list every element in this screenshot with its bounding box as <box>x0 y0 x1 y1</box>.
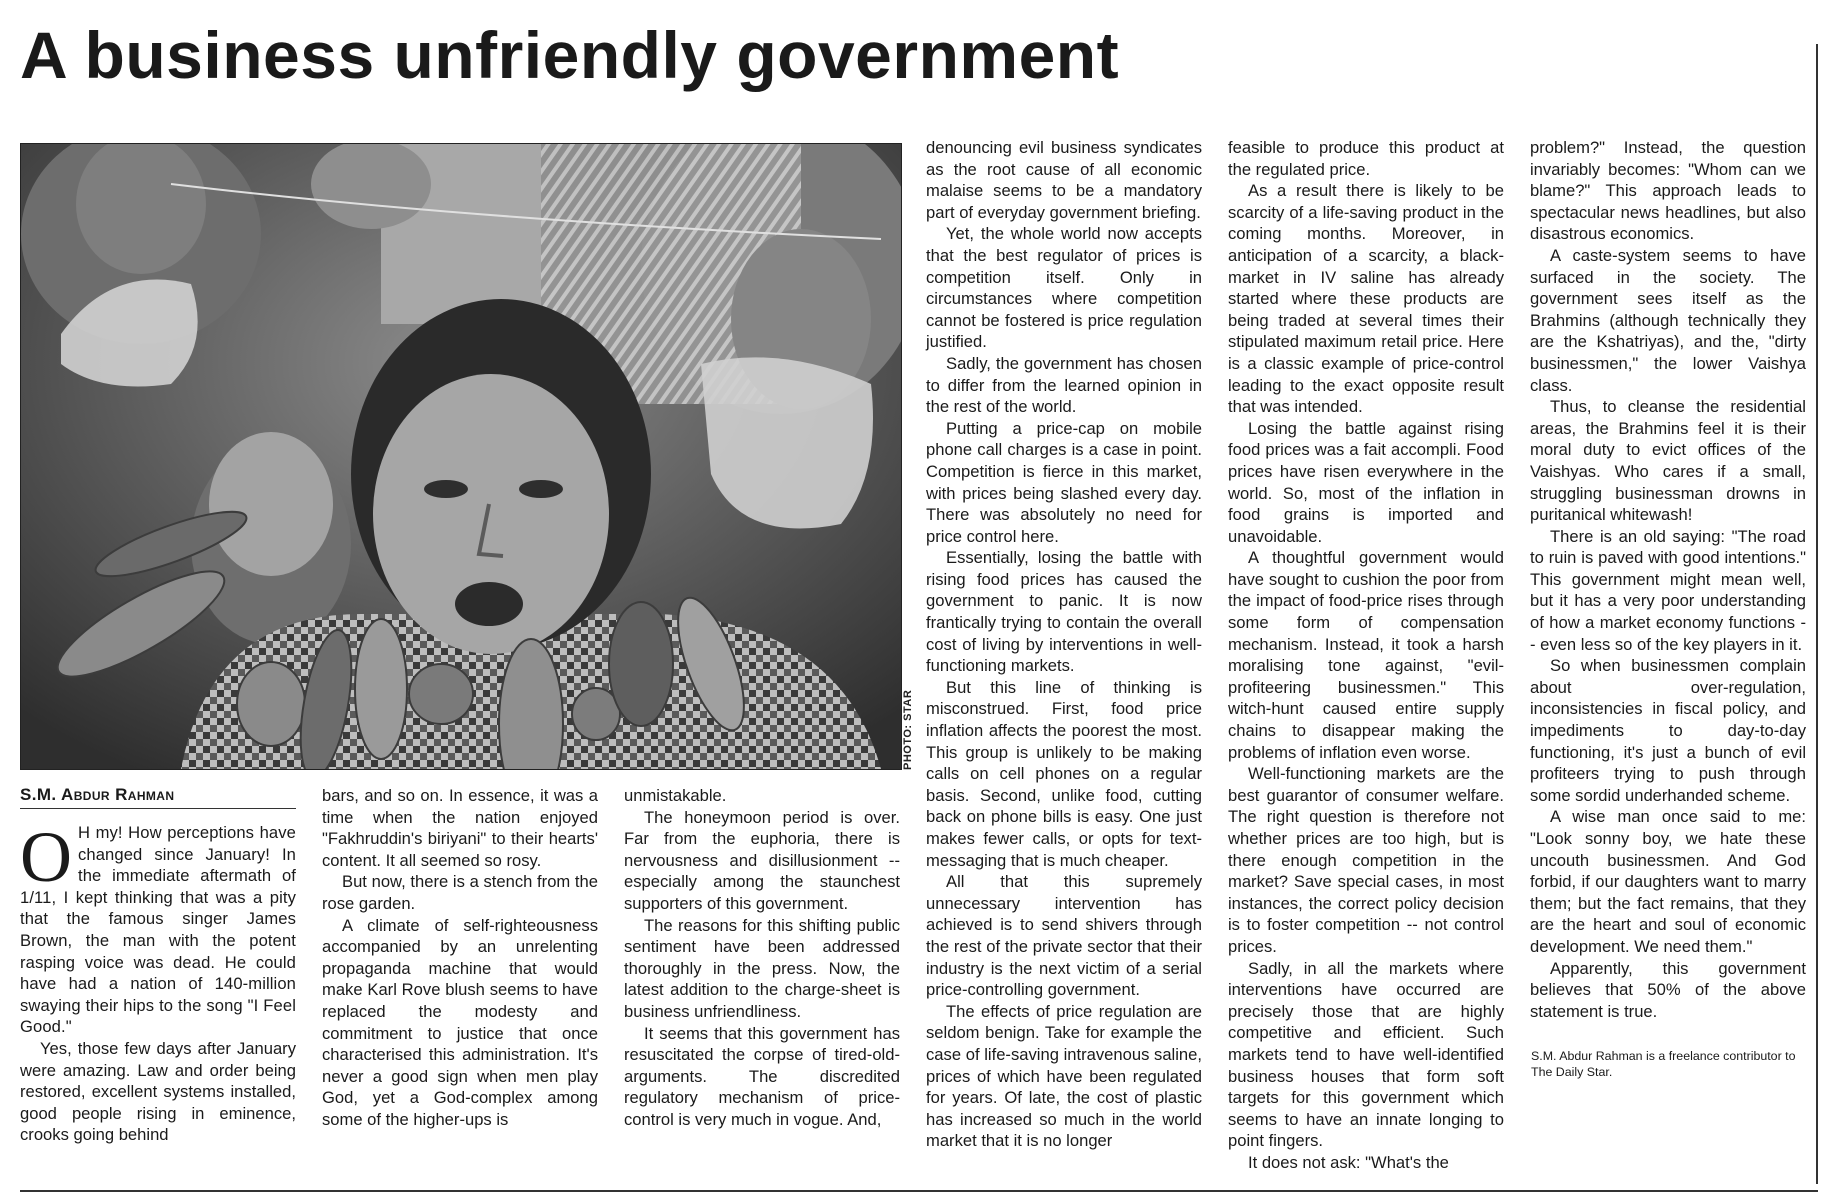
drop-cap: O <box>20 817 72 897</box>
article-paragraph: Yes, those few days after January were amazing. Law and order being restored, excellent systems installed, good people rising in eminence, crooks going behind <box>20 1038 296 1145</box>
article-paragraph: Sadly, in all the markets where interventions have occurred are precisely those that are highly competitive and efficient. Such markets tend to have well-identified business houses that form soft targets for this government which seems to have an innate longing to point fingers. <box>1228 958 1504 1151</box>
article-paragraph: The effects of price regulation are seldom benign. Take for example the case of life-saving intravenous saline, prices of which have been regulated for years. Of late, the cost of plastic has increased so much in the world market that it is no longer <box>926 1001 1202 1151</box>
article-paragraph: All that this supremely unnecessary intervention has achieved is to send shivers through the rest of the private sector that their industry is the next victim of a serial price-controlling government. <box>926 872 1202 1000</box>
article-paragraph: Losing the battle against rising food prices was a fait accompli. Food prices have risen everywhere in the world. So, most of the inflation in food grains is imported and unavoidable. <box>1228 418 1504 546</box>
page-bottom-rule <box>20 1190 1818 1192</box>
article-paragraph: Thus, to cleanse the residential areas, the Brahmins feel it is their moral duty to evict offices of the Vaishyas. Who cares if a small, struggling businessman drowns in puritanical whitewash! <box>1530 397 1806 525</box>
article-paragraph: feasible to produce this product at the regulated price. <box>1228 138 1504 179</box>
article-paragraph: But now, there is a stench from the rose garden. <box>322 872 598 913</box>
article-paragraph: Yet, the whole world now accepts that the best regulator of prices is competition itself. Only in circumstances where competition cannot be fostered is price regulation justified. <box>926 224 1202 352</box>
article-paragraph: The reasons for this shifting public sentiment have been addressed thoroughly in the press. Now, the latest addition to the charge-sheet is business unfriendliness. <box>624 915 900 1021</box>
article-paragraph: Essentially, losing the battle with rising food prices has caused the government to panic. It is now frantically trying to contain the overall cost of living by interventions in well-functioning markets. <box>926 548 1202 676</box>
byline: S.M. Abdur Rahman <box>20 785 296 809</box>
article-paragraph: A caste-system seems to have surfaced in the society. The government sees itself as the Brahmins (although technically they are the Kshatriyas), and the, "dirty businessmen," the lower Vaishya class. <box>1530 245 1806 395</box>
author-footnote: S.M. Abdur Rahman is a freelance contributor to The Daily Star. <box>1531 1049 1796 1079</box>
article-paragraph: problem?" Instead, the question invariably becomes: "Whom can we blame?" This approach leads to spectacular news headlines, but also disastrous economics. <box>1530 138 1806 244</box>
photo-credit: PHOTO: STAR <box>902 689 914 770</box>
article-paragraph: A thoughtful government would have sought to cushion the poor from the impact of food-price rises through some form of compensation mechanism. Instead, it took a harsh moralising tone against, "evil-profiteering businessmen." This witch-hunt caused entire supply chains to disappear making the problems of inflation even worse. <box>1228 548 1504 762</box>
headline: A business unfriendly government <box>20 18 1120 92</box>
article-paragraph: H my! How perceptions have changed since January! In the immediate aftermath of 1/11, I kept thinking that was a pity that the famous singer James Brown, the man with the potent rasping voice was dead. He could have had a nation of 140-million swaying their hips to the song "I Feel Good." <box>20 823 296 1037</box>
column-rule-right <box>1816 44 1818 1184</box>
article-column-1 <box>20 817 296 1146</box>
article-paragraph: It seems that this government has resuscitated the corpse of tired-old-arguments. The discredited regulatory mechanism of price-control is very much in vogue. And, <box>624 1023 900 1129</box>
article-paragraph: But this line of thinking is misconstrued. First, food price inflation affects the poorest the most. This group is unlikely to be making calls on cell phones on a regular basis. Second, unlike food, cutting back on phone bills is easy. One just makes fewer calls, or opts for text-messaging that is much cheaper. <box>926 677 1202 870</box>
article-paragraph: As a result there is likely to be scarcity of a life-saving product in the coming months. Moreover, in anticipation of a scarcity, a black-market in IV saline has already started where these products are being traded at several times their stipulated maximum retail price. Here is a classic example of price-control leading to the exact opposite result that was intended. <box>1228 181 1504 417</box>
article-paragraph: Apparently, this government believes that 50% of the above statement is true. <box>1530 958 1806 1021</box>
article-paragraph: denouncing evil business syndicates as the root cause of all economic malaise seems to be a mandatory part of everyday government briefing. <box>926 138 1202 222</box>
article-paragraph: A climate of self-righteousness accompanied by an unrelenting propaganda machine that would make Karl Rove blush seems to have replaced the modesty and commitment to justice that once characterised this administration. It's never a good sign when men play God, yet a God-complex among some of the higher-ups is <box>322 915 598 1129</box>
article-column-5 <box>1228 137 1504 1174</box>
article-column-6 <box>1530 137 1806 1022</box>
article-paragraph: Putting a price-cap on mobile phone call charges is a case in point. Competition is fierce in this market, with prices being slashed every day. There was absolutely no need for price control here. <box>926 418 1202 546</box>
article-paragraph: Well-functioning markets are the best guarantor of consumer welfare. The right question is therefore not whether prices are too high, but is there enough competition in the market? Save special cases, in most instances, the correct policy decision is to foster competition -- not control prices. <box>1228 764 1504 956</box>
article-column-2 <box>322 785 598 1131</box>
protest-photo <box>20 143 902 770</box>
article-paragraph: There is an old saying: "The road to ruin is paved with good intentions." This government might mean well, but it has a very poor understanding of how a market economy functions -- even less so of the key players in it. <box>1530 526 1806 654</box>
article-paragraph: It does not ask: "What's the <box>1248 1152 1449 1172</box>
article-paragraph: unmistakable. <box>624 786 727 805</box>
article-paragraph: bars, and so on. In essence, it was a time when the nation enjoyed "Fakhruddin's biriyani" to their hearts' content. It all seemed so rosy. <box>322 786 598 870</box>
article-paragraph: A wise man once said to me: "Look sonny boy, we hate these uncouth businessmen. And God forbid, if our daughters want to marry them; but the fact remains, that they are the heart and soul of economic development. We need them." <box>1530 807 1806 956</box>
article-column-4 <box>926 137 1202 1152</box>
article-paragraph: The honeymoon period is over. Far from the euphoria, there is nervousness and disillusionment -- especially among the staunchest supporters of this government. <box>624 807 900 913</box>
article-column-3 <box>624 785 900 1131</box>
article-paragraph: So when businessmen complain about over-regulation, inconsistencies in fiscal policy, and impediments to day-to-day functioning, it's just a bunch of evil profiteers trying to push through some sordid underhanded scheme. <box>1530 656 1806 805</box>
article-paragraph: Sadly, the government has chosen to differ from the learned opinion in the rest of the world. <box>926 353 1202 417</box>
